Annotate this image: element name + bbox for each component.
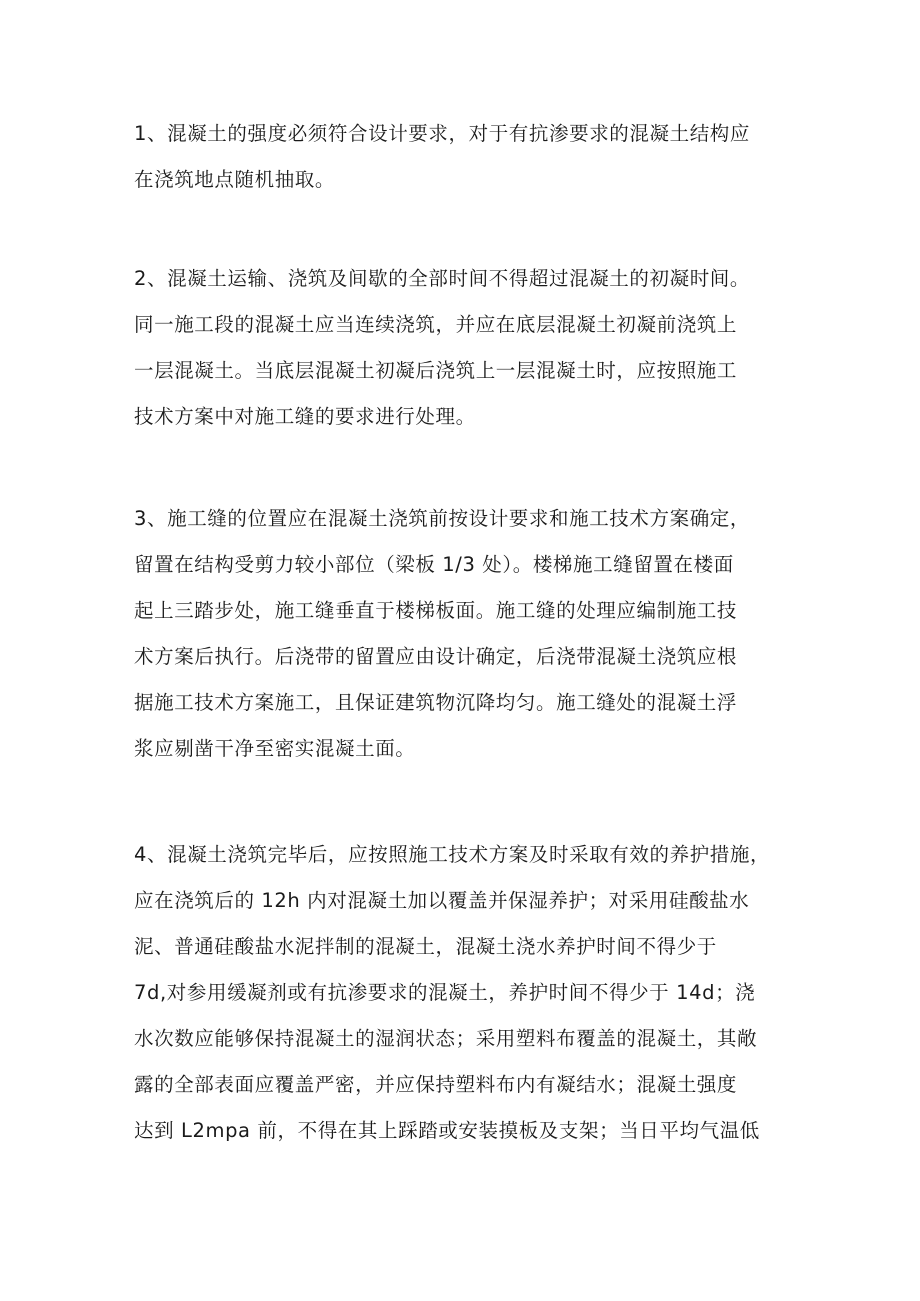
- text-line: 3、施工缝的位置应在混凝土浇筑前按设计要求和施工技术方案确定，: [134, 507, 751, 530]
- text-line: 露的全部表面应覆盖严密，并应保持塑料布内有凝结水；混凝土强度: [134, 1073, 738, 1096]
- text-line: 在浇筑地点随机抽取。: [134, 168, 336, 191]
- text-line: 浆应剔凿干净至密实混凝土面。: [134, 737, 416, 760]
- paragraph-1: [134, 111, 804, 203]
- text-line: 一层混凝土。当底层混凝土初凝后浇筑上一层混凝土时，应按照施工: [134, 359, 738, 382]
- text-line: 达到 L2mpa 前，不得在其上踩踏或安装摸板及支架；当日平均气温低: [134, 1119, 760, 1142]
- text-line: 2、混凝土运输、浇筑及间歇的全部时间不得超过混凝土的初凝时间。: [134, 267, 751, 290]
- text-line: 泥、普通硅酸盐水泥拌制的混凝土，混凝土浇水养护时间不得少于: [134, 935, 717, 958]
- text-line: 1、混凝土的强度必须符合设计要求，对于有抗渗要求的混凝土结构应: [134, 122, 751, 145]
- text-line: 据施工技术方案施工，且保证建筑物沉降均匀。施工缝处的混凝土浮: [134, 691, 738, 714]
- text-line: 4、混凝土浇筑完毕后，应按照施工技术方案及时采取有效的养护措施，: [134, 843, 771, 866]
- paragraph-4: [134, 832, 804, 1154]
- text-line: 水次数应能够保持混凝土的湿润状态；采用塑料布覆盖的混凝土，其敞: [134, 1027, 758, 1050]
- text-line: 7d,对参用缓凝剂或有抗渗要求的混凝土，养护时间不得少于 14d；浇: [134, 981, 756, 1004]
- text-line: 起上三踏步处，施工缝垂直于楼梯板面。施工缝的处理应编制施工技: [134, 599, 738, 622]
- text-line: 技术方案中对施工缝的要求进行处理。: [134, 405, 476, 428]
- paragraph-2: [134, 256, 804, 440]
- paragraph-3: [134, 496, 804, 772]
- text-line: 应在浇筑后的 12h 内对混凝土加以覆盖并保湿养护；对采用硅酸盐水: [134, 889, 750, 912]
- text-line: 术方案后执行。后浇带的留置应由设计确定，后浇带混凝土浇筑应根: [134, 645, 738, 668]
- text-line: 同一施工段的混凝土应当连续浇筑，并应在底层混凝土初凝前浇筑上: [134, 313, 738, 336]
- text-line: 留置在结构受剪力较小部位（梁板 1/3 处）。楼梯施工缝留置在楼面: [134, 553, 734, 576]
